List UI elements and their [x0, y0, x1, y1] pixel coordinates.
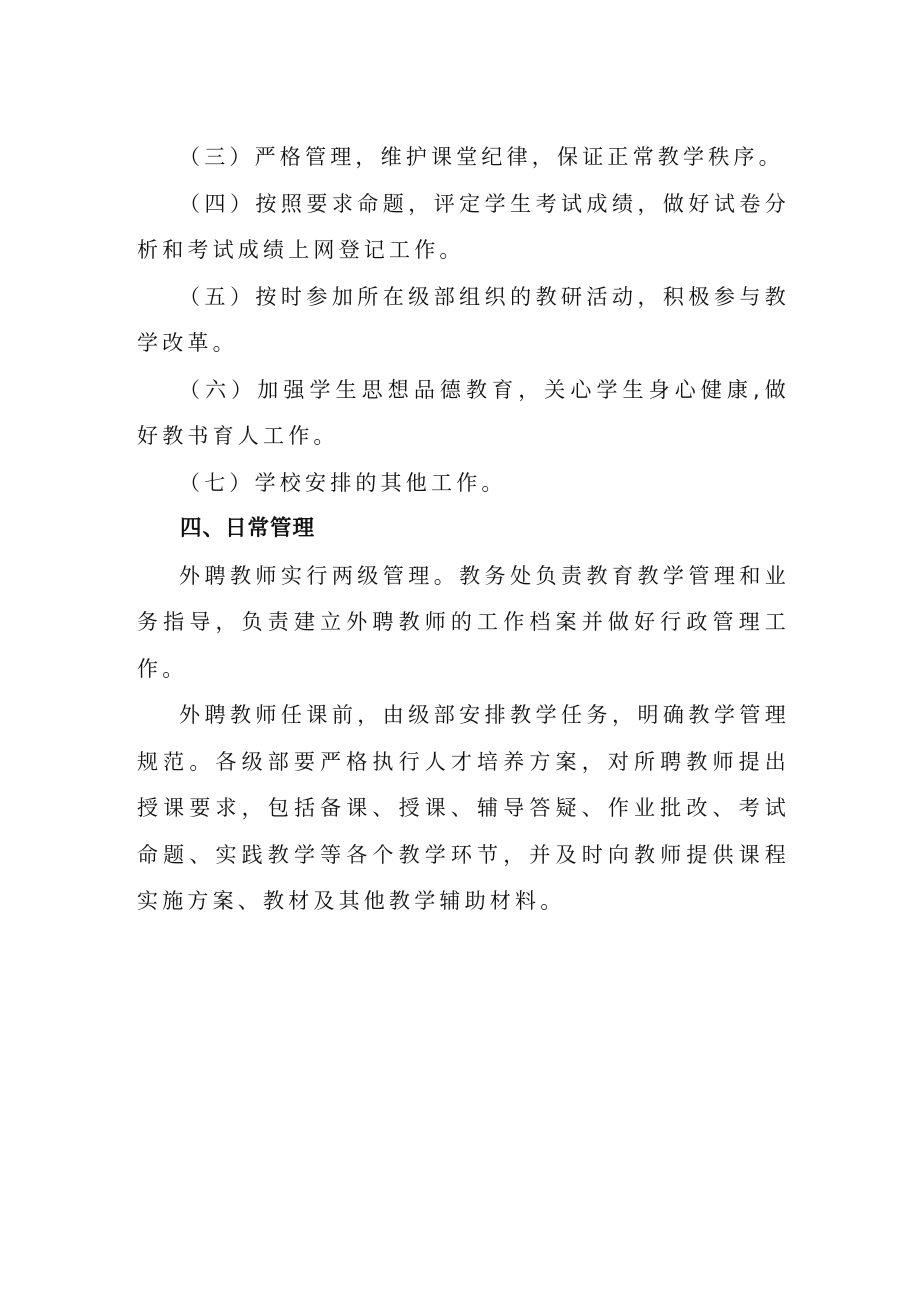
paragraph-duty-4: （四）按照要求命题，评定学生考试成绩，做好试卷分析和考试成绩上网登记工作。 [137, 191, 790, 262]
paragraph-management-1: 外聘教师实行两级管理。教务处负责教育教学管理和业务指导，负责建立外聘教师的工作档案并做好行政管理工作。 [137, 563, 790, 681]
paragraph-duty-7: （七）学校安排的其他工作。 [179, 470, 507, 495]
paragraph-duty-3: （三）严格管理，维护课堂纪律，保证正常教学秩序。 [179, 145, 784, 169]
paragraph-duty-5: （五）按时参加所在级部组织的教研活动，积极参与教学改革。 [137, 284, 790, 355]
document-body [137, 134, 790, 925]
paragraph-management-2: 外聘教师任课前，由级部安排教学任务，明确教学管理规范。各级部要严格执行人才培养方案，对所聘教师提出授课要求，包括备课、授课、辅导答疑、作业批改、考试命题、实践教学等各个教学环节，并及时向教师提供课程实施方案、教材及其他教学辅助材料。 [137, 703, 790, 913]
section-heading: 四、日常管理 [180, 516, 316, 541]
paragraph-duty-6: （六）加强学生思想品德教育，关心学生身心健康,做好教书育人工作。 [137, 377, 790, 448]
